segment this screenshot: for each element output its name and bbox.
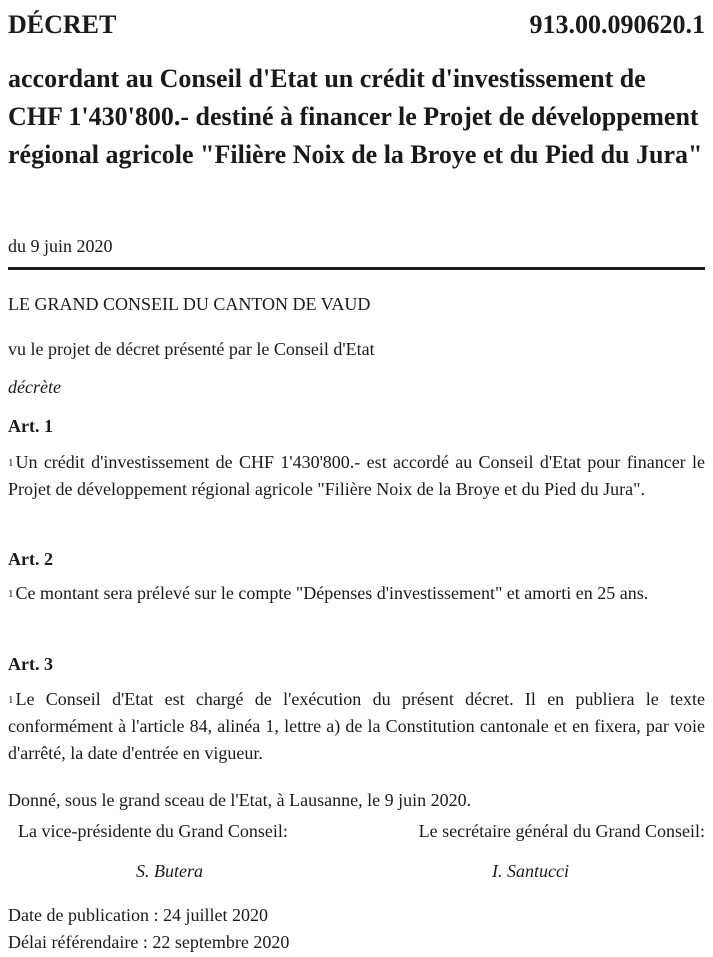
paragraph-number: 1 (8, 457, 14, 469)
authority-line: LE GRAND CONSEIL DU CANTON DE VAUD (8, 294, 371, 314)
signature-role-left: La vice-présidente du Grand Conseil: (18, 821, 288, 841)
decrees-line: décrète (8, 377, 61, 397)
paragraph-number: 1 (8, 588, 14, 600)
article-1-text (8, 449, 705, 503)
article-3-heading: Art. 3 (8, 654, 53, 674)
publication-info (8, 902, 289, 956)
publication-date: Date de publication : 24 juillet 2020 (8, 905, 268, 925)
paragraph-number: 1 (8, 694, 14, 706)
document-title: accordant au Conseil d'Etat un crédit d'investissement de CHF 1'430'800.- destiné à financer le Projet de développement régional agricole "Filière Noix de la Broye et du Pied du Jura" (8, 64, 703, 169)
considering-line: vu le projet de décret présenté par le Conseil d'Etat (8, 339, 375, 359)
article-1-heading: Art. 1 (8, 416, 53, 436)
document-date: du 9 juin 2020 (8, 236, 113, 256)
article-2-heading: Art. 2 (8, 549, 53, 569)
document-header (8, 10, 705, 40)
signature-name-left: S. Butera (136, 861, 203, 881)
article-1-body: Un crédit d'investissement de CHF 1'430'800.- est accordé au Conseil d'Etat pour financer le Projet de développement régional agricole "Filière Noix de la Broye et du Pied du Jura". (8, 452, 705, 499)
signature-role-right: Le secrétaire général du Grand Conseil: (418, 821, 705, 841)
document-type: DÉCRET (8, 10, 117, 39)
signature-name-right: I. Santucci (492, 861, 569, 881)
article-3-body: Le Conseil d'Etat est chargé de l'exécution du présent décret. Il en publiera le texte conformément à l'article 84, alinéa 1, lettre a) de la Constitution cantonale et en fixera, par voie d'arrêté, la date d'entrée en vigueur. (8, 689, 705, 763)
article-2-text (8, 580, 705, 607)
given-line: Donné, sous le grand sceau de l'Etat, à Lausanne, le 9 juin 2020. (8, 790, 472, 810)
document-number: 913.00.090620.1 (529, 10, 705, 39)
header-divider (8, 267, 705, 270)
article-2-body: Ce montant sera prélevé sur le compte "Dépenses d'investissement" et amorti en 25 ans. (15, 583, 649, 603)
article-3-text (8, 686, 705, 767)
referendum-deadline: Délai référendaire : 22 septembre 2020 (8, 932, 290, 952)
